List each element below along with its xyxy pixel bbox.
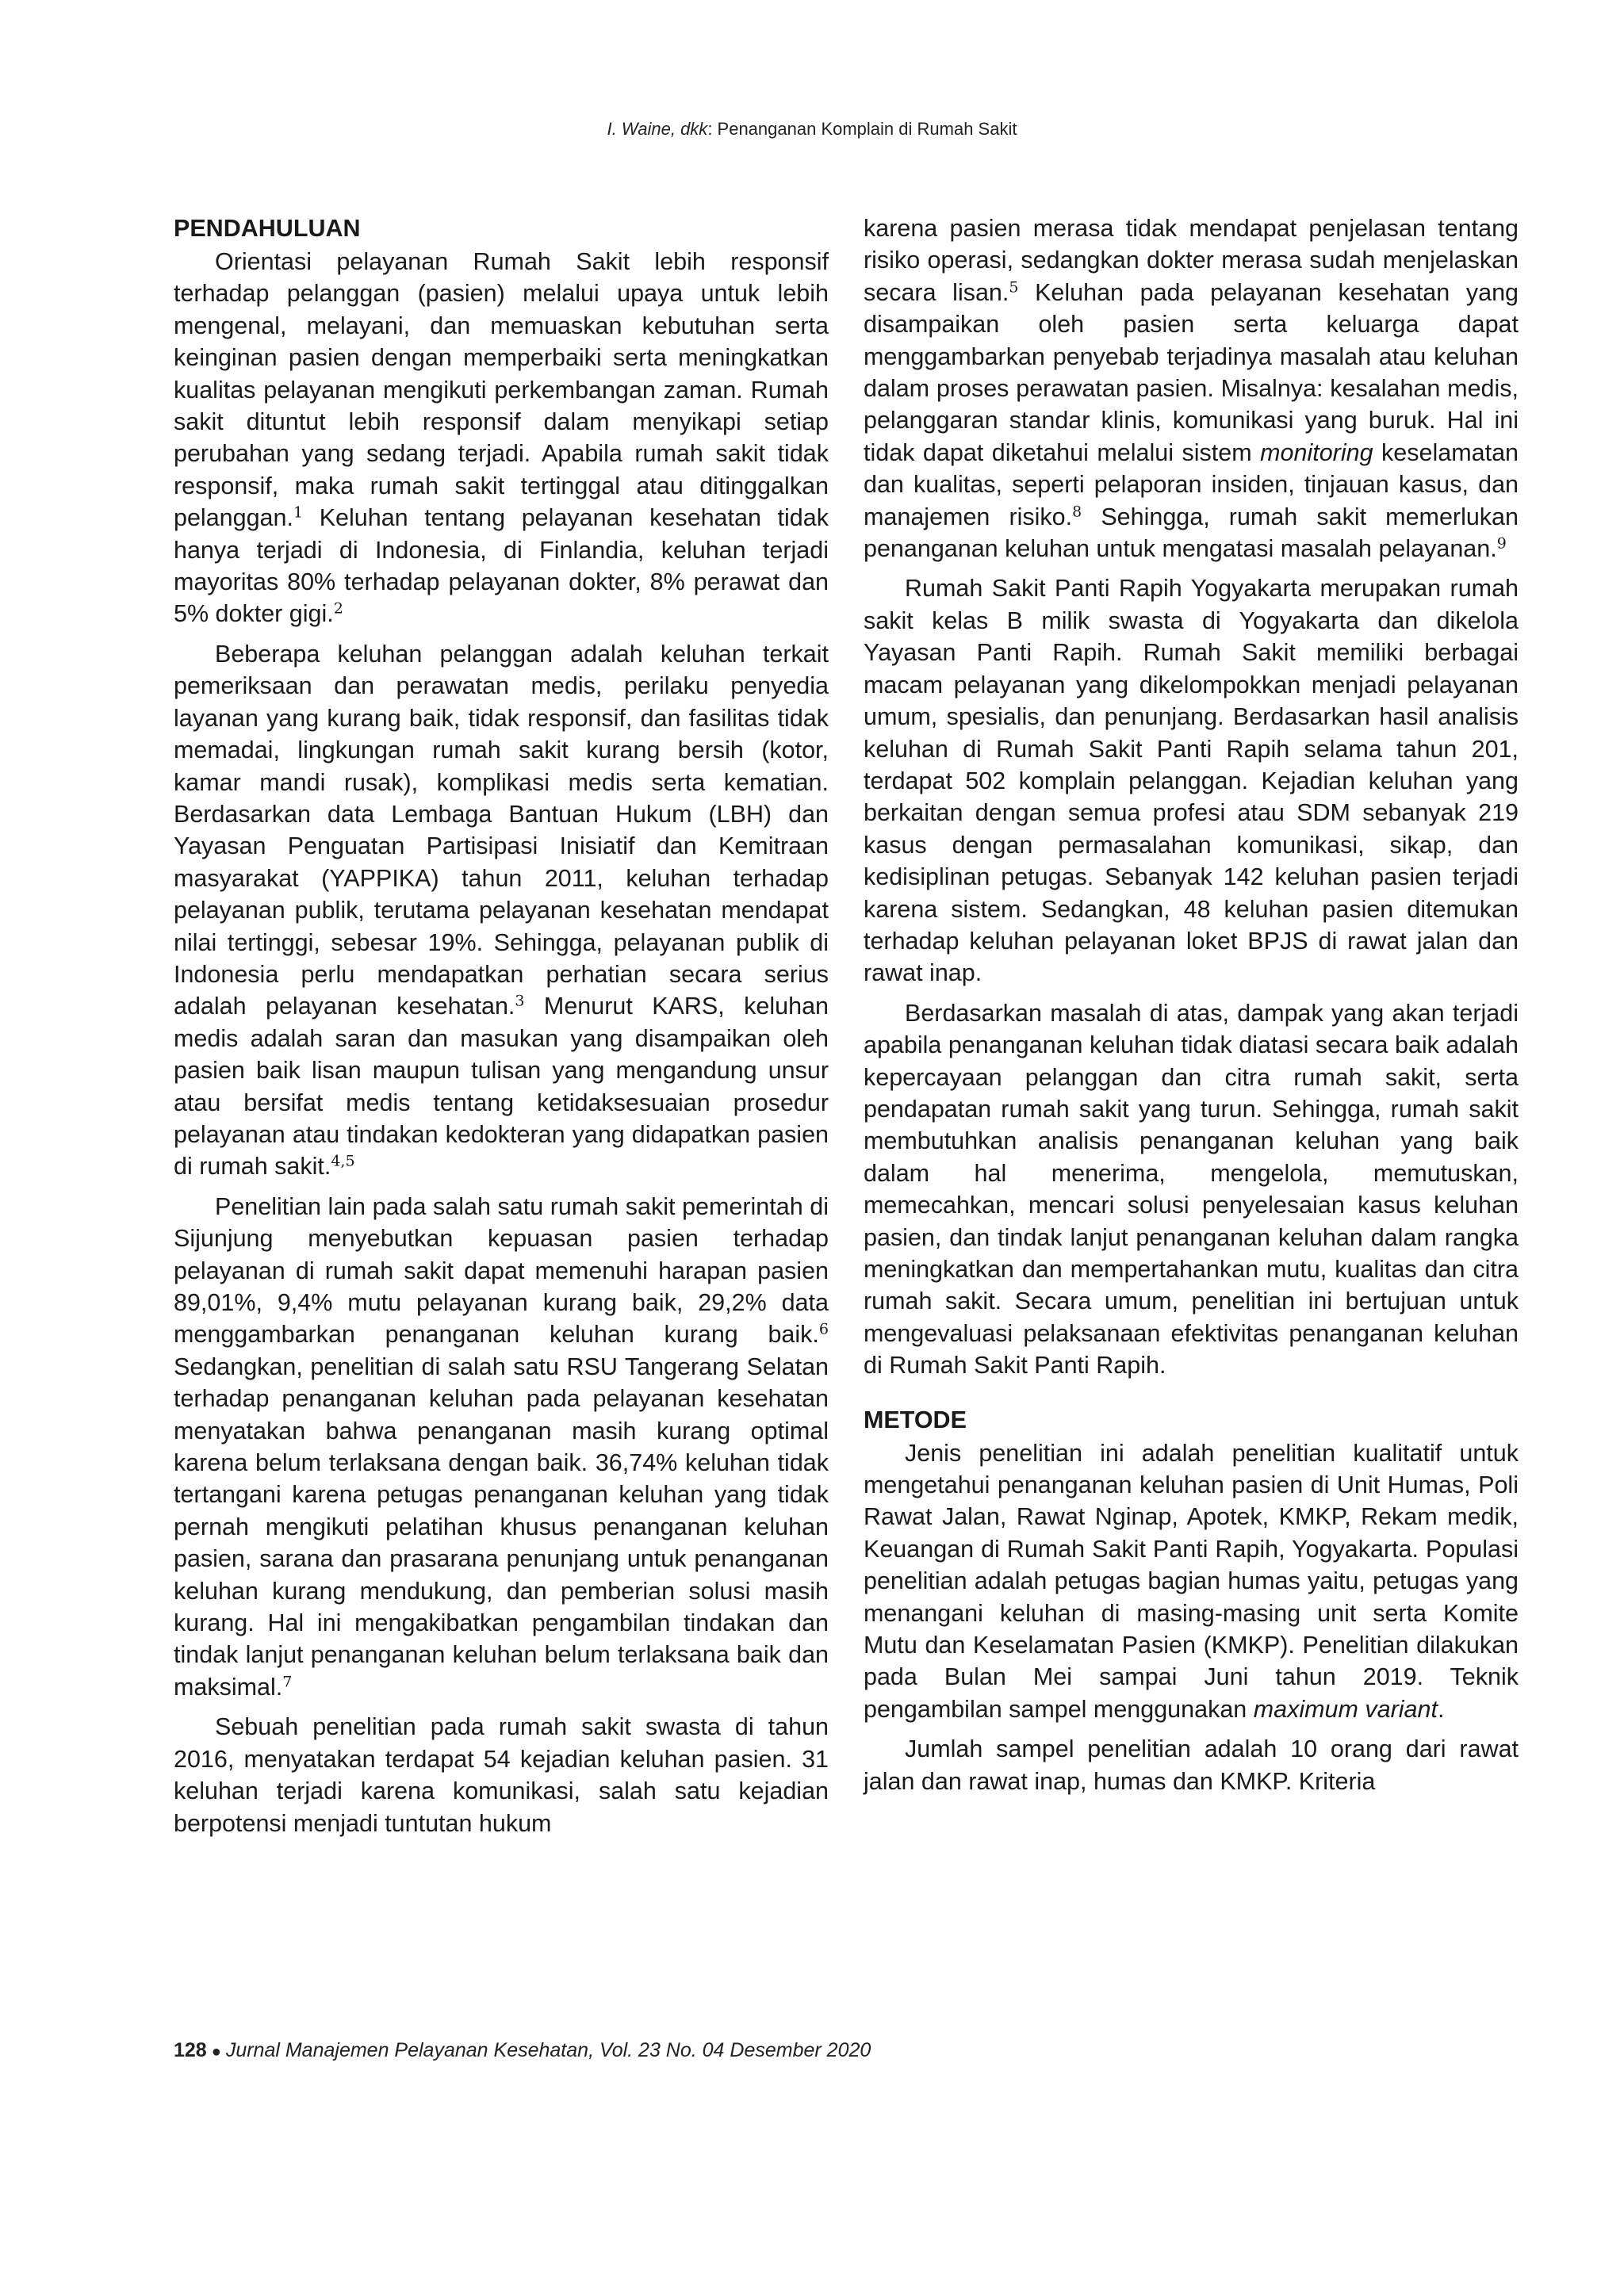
citation: 7 [282, 1673, 293, 1691]
paragraph: Rumah Sakit Panti Rapih Yogyakarta merupakan rumah sakit kelas B milik swasta di Yogyakarta dan dikelola Yayasan Panti Rapih. Rumah Sakit memiliki berbagai macam pelayanan yang dikelompokkan menjadi pelayanan umum, spesialis, dan penunjang. Berdasarkan hasil analisis keluhan di Rumah Sakit Panti Rapih selama tahun 201, terdapat 502 komplain pelanggan. Kejadian keluhan yang berkaitan dengan semua profesi atau SDM sebanyak 219 kasus dengan permasalahan komunikasi, sikap, dan kedisiplinan petugas. Sebanyak 142 keluhan pasien terjadi karena sistem. Sedangkan, 48 keluhan pasien ditemukan terhadap keluhan pelayanan loket BPJS di rawat jalan dan rawat inap. [864, 575, 1519, 987]
paragraph: Penelitian lain pada salah satu rumah sakit pemerintah di Sijunjung menyebutkan kepuasan pasien terhadap pelayanan di rumah sakit dapat memenuhi harapan pasien 89,01%, 9,4% mutu pelayanan kurang baik, 29,2% data menggambarkan penanganan keluhan kurang baik.$^6$ Sedangkan, penelitian di salah satu RSU Tangerang Selatan terhadap penanganan keluhan pada pelayanan kesehatan menyatakan bahwa penanganan masih kurang optimal karena belum terlaksana dengan baik. 36,74% keluhan tidak tertangani karena petugas penanganan keluhan yang tidak pernah mengikuti pelatihan khusus penanganan keluhan pasien, sarana dan prasarana penunjang untuk penanganan keluhan kurang mendukung, dan pemberian solusi masih kurang. Hal ini mengakibatkan pengambilan tindakan dan tindak lanjut penanganan keluhan belum terlaksana baik dan maksimal.$^7$ [174, 1192, 829, 1701]
paragraph: Jumlah sampel penelitian adalah 10 orang dari rawat jalan dan rawat inap, humas dan KMKP. Kriteria [864, 1735, 1519, 1795]
section-heading-pendahuluan: PENDAHULUAN [174, 215, 361, 242]
page-number: 128 [174, 2039, 207, 2061]
bullet-icon: ● [211, 2043, 221, 2061]
journal-citation: Jurnal Manajemen Pelayanan Kesehatan, Vol. 23 No. 04 Desember 2020 [225, 2039, 871, 2061]
citation: 5 [1009, 278, 1019, 297]
citation: 1 [293, 503, 304, 522]
page-footer [174, 2039, 871, 2062]
left-column [174, 212, 829, 1847]
paragraph: karena pasien merasa tidak mendapat penjelasan tentang risiko operasi, sedangkan dokter merasa sudah menjelaskan secara lisan.$^5$ Keluhan pada pelayanan kesehatan yang disampaikan oleh pasien serta keluarga dapat menggambarkan penyebab terjadinya masalah atau keluhan dalam proses perawatan pasien. Misalnya: kesalahan medis, pelanggaran standar klinis, komunikasi yang buruk. Hal ini tidak dapat diketahui melalui sistem monitoring keselamatan dan kualitas, seperti pelaporan insiden, tinjauan kasus, dan manajemen risiko.$^8$ Sehingga, rumah sakit memerlukan penanganan keluhan untuk mengatasi masalah pelayanan.$^9$ [864, 215, 1519, 563]
citation: 9 [1496, 534, 1507, 553]
citation: 3 [515, 992, 525, 1010]
citation: 6 [818, 1320, 829, 1338]
section-heading-metode: METODE [864, 1406, 967, 1433]
paragraph: Berdasarkan masalah di atas, dampak yang akan terjadi apabila penanganan keluhan tidak diatasi secara baik adalah kepercayaan pelanggan dan citra rumah sakit, serta pendapatan rumah sakit yang turun. Sehingga, rumah sakit membutuhkan analisis penanganan keluhan yang baik dalam hal menerima, mengelola, memutuskan, memecahkan, mencari solusi penyelesaian kasus keluhan pasien, dan tindak lanjut penanganan keluhan dalam rangka meningkatkan dan mempertahankan mutu, kualitas dan citra rumah sakit. Secara umum, penelitian ini bertujuan untuk mengevaluasi pelaksanaan efektivitas penanganan keluhan di Rumah Sakit Panti Rapih. [864, 999, 1519, 1380]
citation: 4,5 [331, 1152, 355, 1170]
citation: 8 [1072, 503, 1082, 521]
header-authors: I. Waine, dkk [607, 119, 708, 139]
paragraph: Sebuah penelitian pada rumah sakit swasta di tahun 2016, menyatakan terdapat 54 kejadian keluhan pasien. 31 keluhan terjadi karena komunikasi, salah satu kejadian berpotensi menjadi tuntutan hukum [174, 1713, 829, 1837]
running-head [0, 119, 1624, 140]
paragraph: Orientasi pelayanan Rumah Sakit lebih responsif terhadap pelanggan (pasien) melalui upaya untuk lebih mengenal, melayani, dan memuaskan kebutuhan serta keinginan pasien dengan memperbaiki serta meningkatkan kualitas pelayanan mengikuti perkembangan zaman. Rumah sakit dituntut lebih responsif dalam menyikapi setiap perubahan yang sedang terjadi. Apabila rumah sakit tidak responsif, maka rumah sakit tertinggal atau ditinggalkan pelanggan.$^1$ Keluhan tentang pelayanan kesehatan tidak hanya terjadi di Indonesia, di Finlandia, keluhan terjadi mayoritas 80% terhadap pelayanan dokter, 8% perawat dan 5% dokter gigi.$^2$ [174, 248, 829, 628]
paragraph: Beberapa keluhan pelanggan adalah keluhan terkait pemeriksaan dan perawatan medis, perilaku penyedia layanan yang kurang baik, tidak responsif, dan fasilitas tidak memadai, lingkungan rumah sakit kurang bersih (kotor, kamar mandi rusak), komplikasi medis serta kematian. Berdasarkan data Lembaga Bantuan Hukum (LBH) dan Yayasan Penguatan Partisipasi Inisiatif dan Kemitraan masyarakat (YAPPIKA) tahun 2011, keluhan terhadap pelayanan publik, terutama pelayanan kesehatan mendapat nilai tertinggi, sebesar 19%. Sehingga, pelayanan publik di Indonesia perlu mendapatkan perhatian secara serius adalah pelayanan kesehatan.$^3$ Menurut KARS, keluhan medis adalah saran dan masukan yang disampaikan oleh pasien baik lisan maupun tulisan yang mengandung unsur atau bersifat medis tentang ketidaksesuaian prosedur pelayanan atau tindakan kedokteran yang didapatkan pasien di rumah sakit.$^{4,5}$ [174, 640, 829, 1181]
right-column [864, 212, 1519, 1805]
header-title: : Penanganan Komplain di Rumah Sakit [707, 119, 1017, 139]
paragraph: Jenis penelitian ini adalah penelitian kualitatif untuk mengetahui penanganan keluhan pasien di Unit Humas, Poli Rawat Jalan, Rawat Nginap, Apotek, KMKP, Rekam medik, Keuangan di Rumah Sakit Panti Rapih, Yogyakarta. Populasi penelitian adalah petugas bagian humas yaitu, petugas yang menangani keluhan di masing-masing unit serta Komite Mutu dan Keselamatan Pasien (KMKP). Penelitian dilakukan pada Bulan Mei sampai Juni tahun 2019. Teknik pengambilan sampel menggunakan maximum variant. [864, 1439, 1519, 1723]
citation: 2 [333, 600, 343, 618]
